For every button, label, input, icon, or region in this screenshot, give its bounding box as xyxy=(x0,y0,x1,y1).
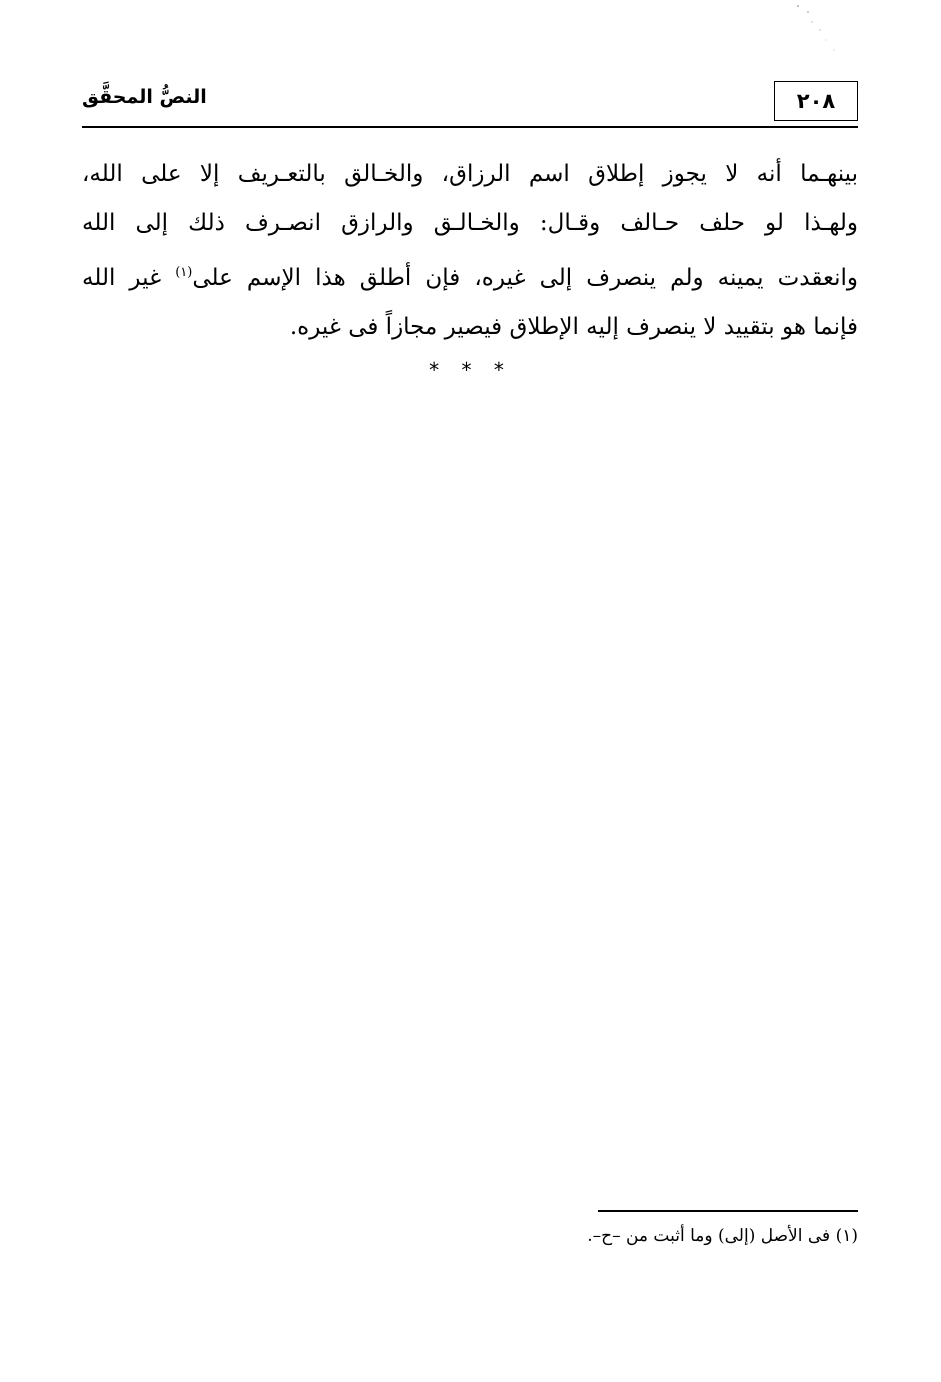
footnote: (١) فى الأصل (إلى) وما أثبت من –ح–. xyxy=(587,1226,858,1246)
page-header xyxy=(82,76,858,128)
text-line-3 xyxy=(82,248,858,303)
running-title: النصُّ المحقَّق xyxy=(82,86,207,108)
text-line-1: بينهـما أنه لا يجوز إطلاق اسم الرزاق، والخـالق بالتعـريف إلا على الله، xyxy=(82,161,858,187)
text-line-4: فإنما هو بتقييد لا ينصرف إليه الإطلاق فيصير مجازاً فى غيره. xyxy=(289,314,858,340)
header-rule xyxy=(82,126,858,128)
scan-specks xyxy=(790,0,850,55)
text-line-3-start: وانعقدت يمينه ولم ينصرف إلى غيره، فإن أطلق هذا الإسم على xyxy=(192,265,859,291)
text-line-2: ولهـذا لو حلف حـالف وقـال: والخـالـق والرازق انصـرف ذلك إلى الله xyxy=(82,210,858,236)
main-text xyxy=(82,150,858,352)
footnote-marker: (١) xyxy=(175,265,193,280)
page-number: ٢٠٨ xyxy=(774,81,858,121)
text-line-3-end: غير الله xyxy=(82,265,176,291)
section-separator: * * * xyxy=(429,358,512,382)
footnote-rule xyxy=(598,1210,858,1212)
